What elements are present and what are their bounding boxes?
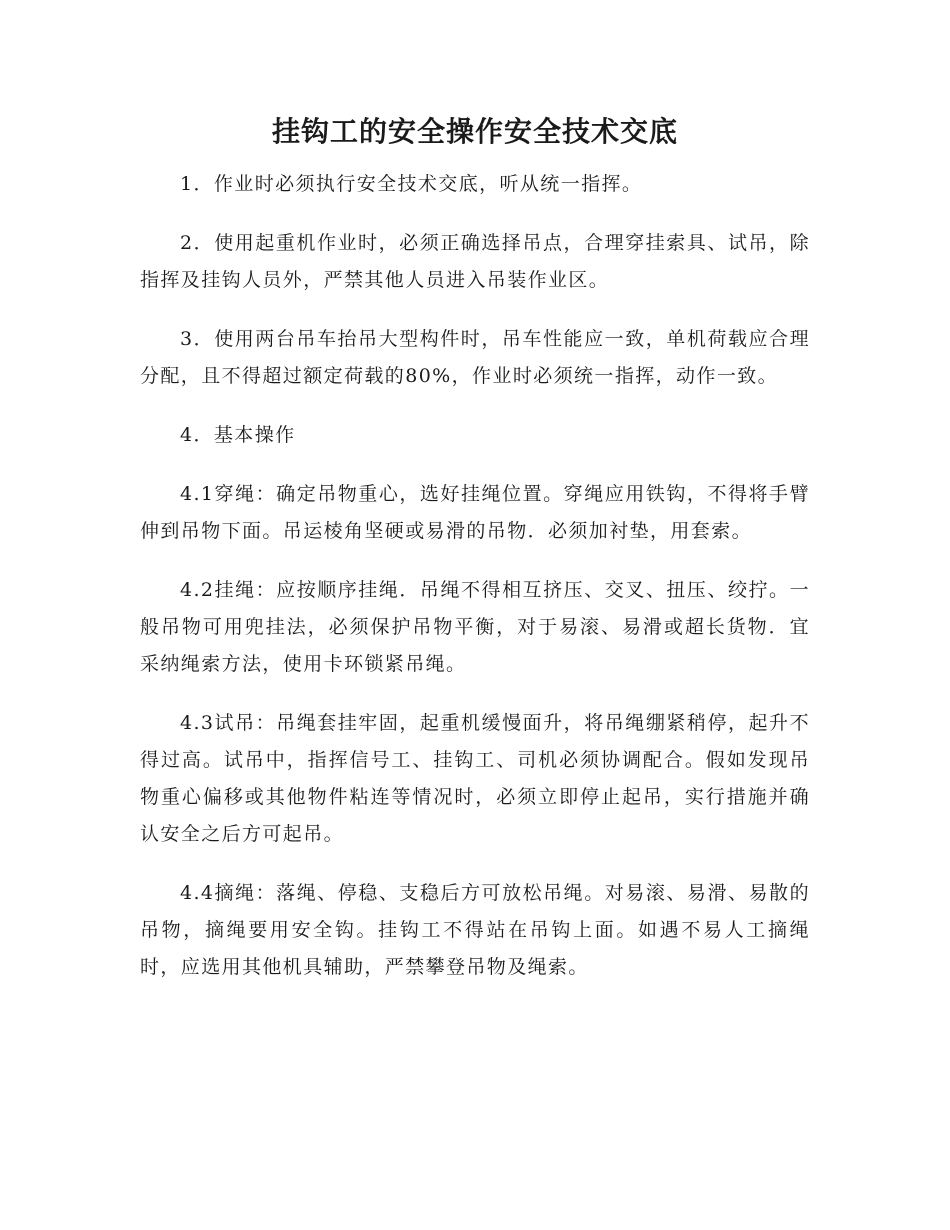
paragraph-4-3: 4.3试吊：吊绳套挂牢固，起重机缓慢面升，将吊绳绷紧稍停，起升不得过高。试吊中，指挥信号工、挂钩工、司机必须协调配合。假如发现吊物重心偏移或其他物件粘连等情况时，必须立即停止起吊，实行措施并确认安全之后方可起吊。 <box>140 712 810 845</box>
document-page <box>140 108 810 1008</box>
paragraph-3: 3．使用两台吊车抬吊大型构件时，吊车性能应一致，单机荷载应合理分配，且不得超过额定荷载的80%，作业时必须统一指挥，动作一致。 <box>140 328 810 387</box>
paragraph-4-heading: 4．基本操作 <box>180 424 296 446</box>
paragraph-2: 2．使用起重机作业时，必须正确选择吊点，合理穿挂索具、试吊，除指挥及挂钩人员外，严禁其他人员进入吊装作业区。 <box>140 232 810 291</box>
paragraph-4-2: 4.2挂绳：应按顺序挂绳．吊绳不得相互挤压、交叉、扭压、绞拧。一般吊物可用兜挂法，必须保护吊物平衡，对于易滚、易滑或超长货物．宜采纳绳索方法，使用卡环锁紧吊绳。 <box>140 579 810 675</box>
paragraph-4-1: 4.1穿绳：确定吊物重心，选好挂绳位置。穿绳应用铁钩，不得将手臂伸到吊物下面。吊运棱角坚硬或易滑的吊物．必须加衬垫，用套索。 <box>140 483 810 542</box>
paragraph-4-4: 4.4摘绳：落绳、停稳、支稳后方可放松吊绳。对易滚、易滑、易散的吊物，摘绳要用安全钩。挂钩工不得站在吊钩上面。如遇不易人工摘绳时，应选用其他机具辅助，严禁攀登吊物及绳索。 <box>140 882 810 978</box>
document-title: 挂钩工的安全操作安全技术交底 <box>271 115 678 148</box>
paragraph-1: 1．作业时必须执行安全技术交底，听从统一指挥。 <box>180 173 643 195</box>
